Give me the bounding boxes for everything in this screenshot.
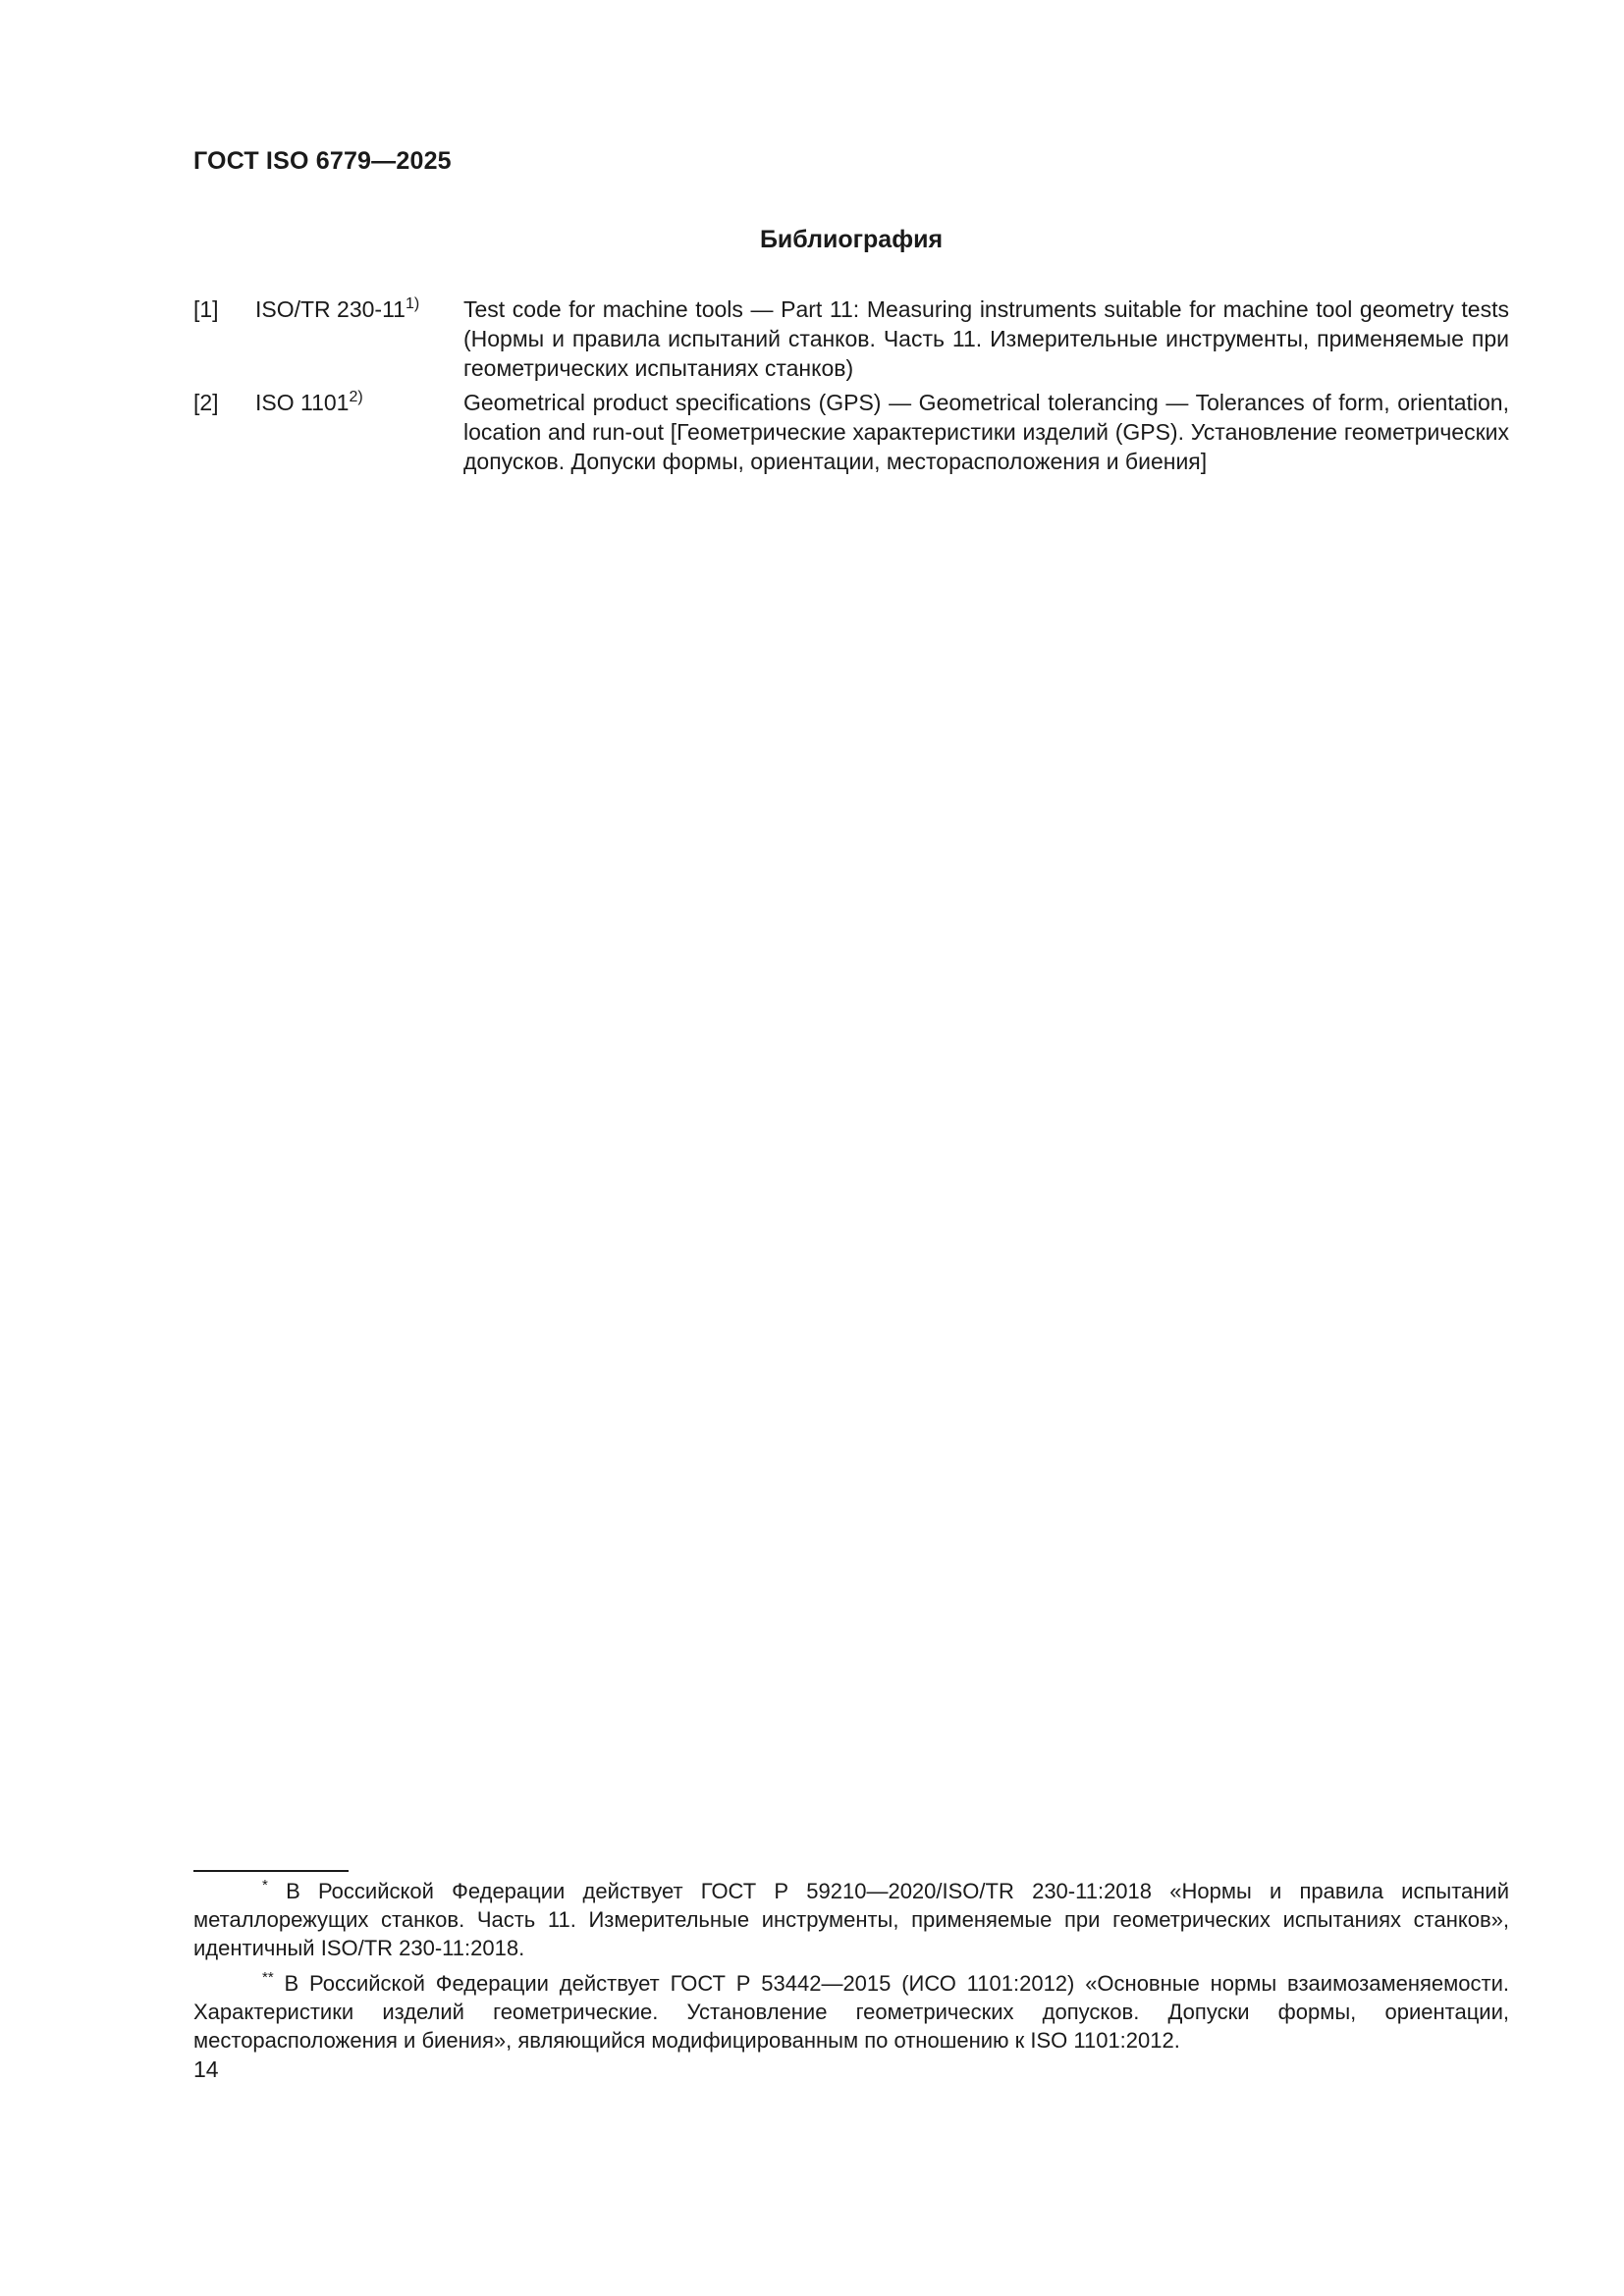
footnote-ref: 2): [349, 389, 363, 405]
footnote-1: [193, 1877, 1509, 1962]
bibliography-list: [193, 294, 1509, 481]
entry-number: [1]: [193, 296, 219, 322]
entry-code: [255, 294, 463, 324]
entry-code: [255, 388, 463, 417]
bibliography-title: Библиография: [759, 226, 944, 253]
document-header: ГОСТ ISO 6779—2025: [193, 147, 452, 175]
footnote-2: [193, 1969, 1509, 2055]
footnote-mark: *: [262, 1877, 268, 1894]
footnote-text: В Российской Федерации действует ГОСТ Р 53442—2015 (ИСО 1101:2012) «Основные нормы взаимозаменяемости. Характеристики изделий геометрические. Установление геометрических допусков. Допуски формы, ориентации, месторасположения и биения», являющийся модифицированным по отношению к ISO 1101:2012.: [193, 1971, 1509, 2053]
page-number: 14: [193, 2056, 219, 2082]
entry-text: Geometrical product specifications (GPS) — Geometrical tolerancing — Tolerances of form, orientation, location and run-out [Геометрические характеристики изделий (GPS). Установление геометрических допусков. Допуски формы, ориентации, месторасположения и биения]: [463, 390, 1509, 474]
entry-number: [2]: [193, 390, 219, 415]
footnote-mark: **: [262, 1969, 274, 1986]
entry-code-text: ISO 1101: [255, 390, 350, 415]
footnote-separator: [193, 1870, 349, 1872]
entry-text: Test code for machine tools — Part 11: Measuring instruments suitable for machine tool geometry tests (Нормы и правила испытаний станков. Часть 11. Измерительные инструменты, применяемые при геометрических испытаниях станков): [463, 296, 1509, 381]
footnote-text: В Российской Федерации действует ГОСТ Р 59210—2020/ISO/TR 230-11:2018 «Нормы и правила испытаний металлорежущих станков. Часть 11. Измерительные инструменты, применяемые при геометрических испытаниях станков», идентичный ISO/TR 230-11:2018.: [193, 1879, 1509, 1960]
bibliography-entry-1: [193, 294, 1509, 383]
bibliography-entry-2: [193, 388, 1509, 476]
footnote-ref: 1): [405, 295, 420, 312]
footnotes: [193, 1877, 1509, 2061]
entry-code-text: ISO/TR 230-11: [255, 296, 406, 322]
